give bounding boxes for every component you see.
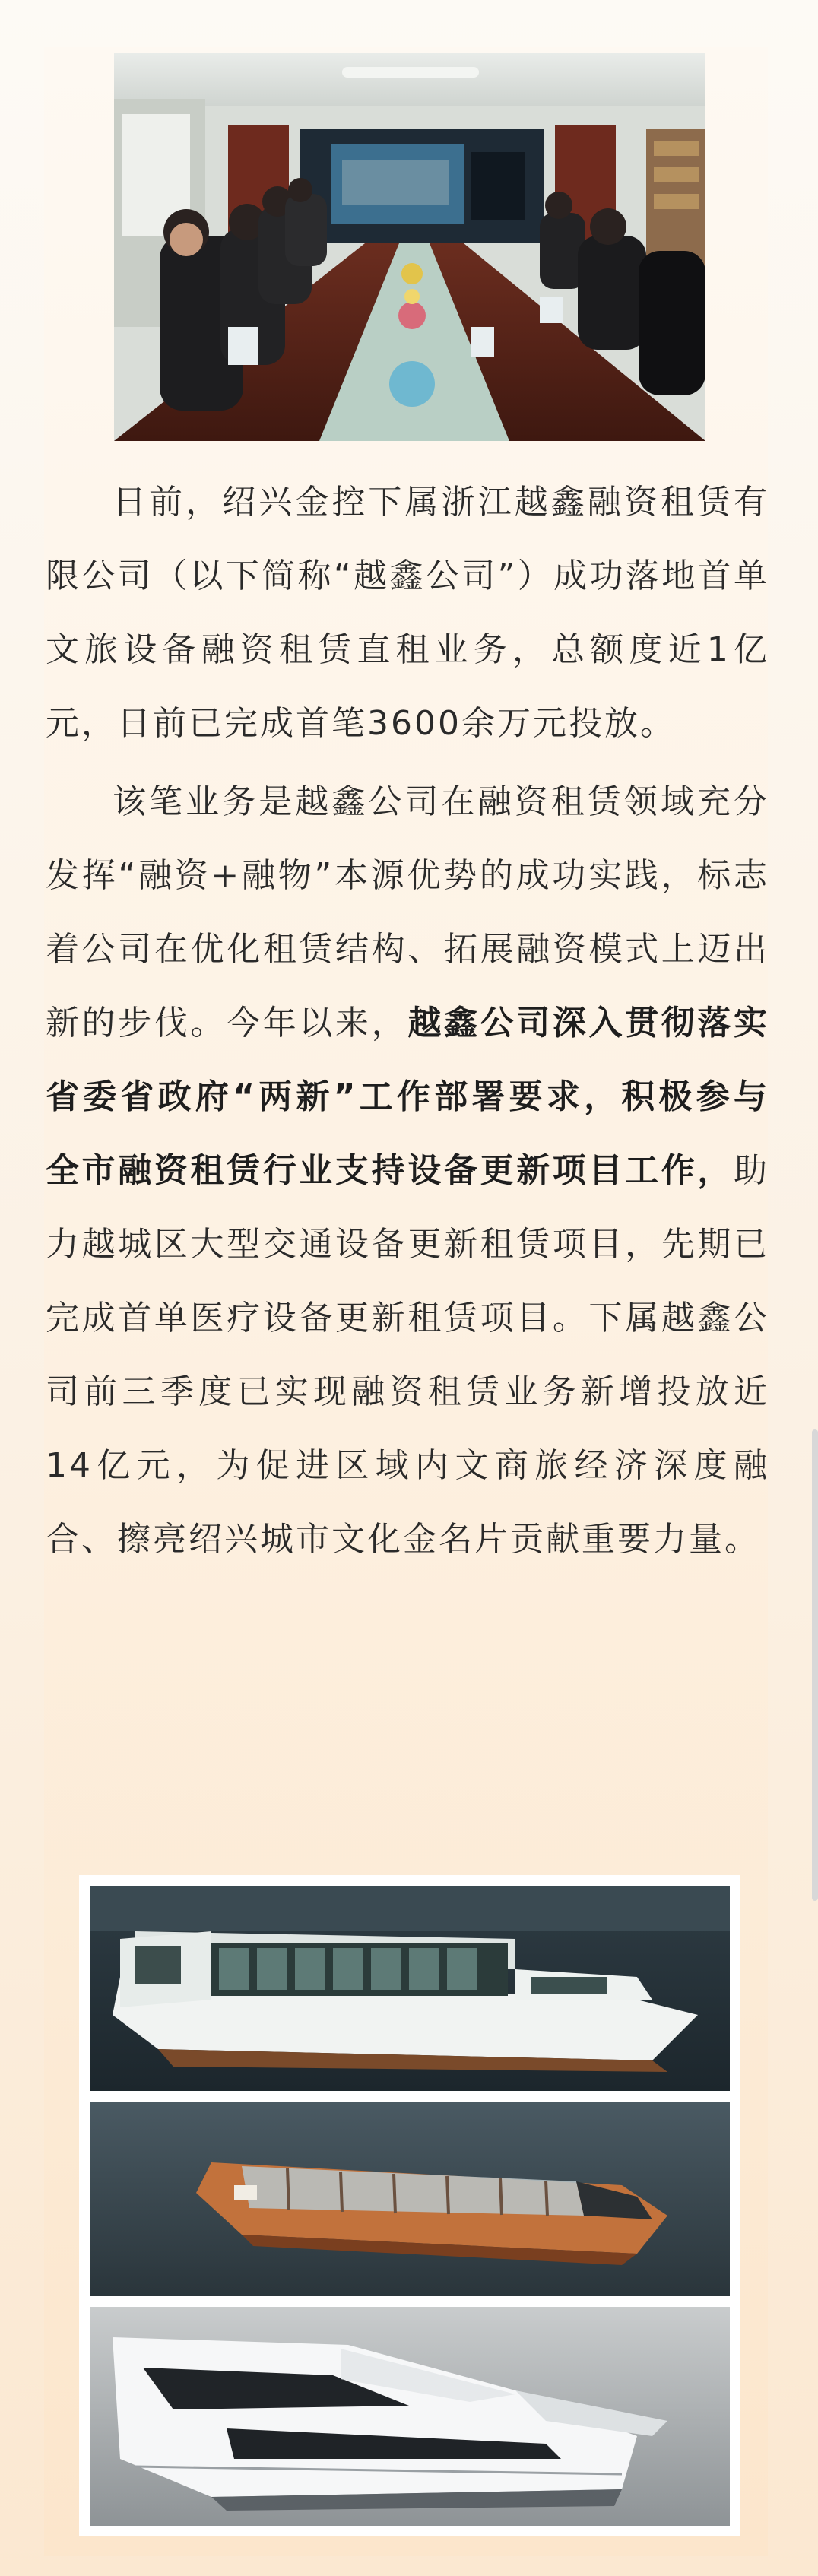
paragraph-1: 日前，绍兴金控下属浙江越鑫融资租赁有限公司（以下简称“越鑫公司”）成功落地首单文旅设备融资租赁直租业务，总额度近1亿元，日前已完成首笔3600余万元投放。 [46, 483, 769, 743]
paragraph-2 [46, 765, 769, 1576]
boat-image-2 [90, 2102, 730, 2296]
tour-boat-render-icon [90, 1886, 730, 2091]
scrollbar-thumb[interactable] [812, 1429, 818, 1901]
conference-room-photo-icon [114, 53, 705, 441]
yacht-render-icon [90, 2307, 730, 2526]
meeting-photo [114, 53, 705, 441]
article-body [46, 465, 769, 1581]
boat-image-1 [90, 1886, 730, 2091]
paragraph-2-part-a: 该笔业务是越鑫公司在融资租赁领域充分发挥“融资+融物”本源优势的成功实践，标志着公司在优化租赁结构、拓展融资模式上迈出新的步伐。今年以来， [46, 782, 769, 1042]
boats-image-block [79, 1875, 740, 2536]
paragraph-2-bold: 越鑫公司深入贯彻落实省委省政府“两新”工作部署要求，积极参与全市融资租赁行业支持设备更新项目工作， [46, 1004, 770, 1190]
wooden-boat-render-icon [90, 2102, 730, 2296]
paragraph-2-part-c: 助力越城区大型交通设备更新租赁项目，先期已完成首单医疗设备更新租赁项目。下属越鑫公司前三季度已实现融资租赁业务新增投放近14亿元，为促进区域内文商旅经济深度融合、擦亮绍兴城市文化金名片贡献重要力量。 [46, 1151, 769, 1559]
boat-image-3 [90, 2307, 730, 2526]
